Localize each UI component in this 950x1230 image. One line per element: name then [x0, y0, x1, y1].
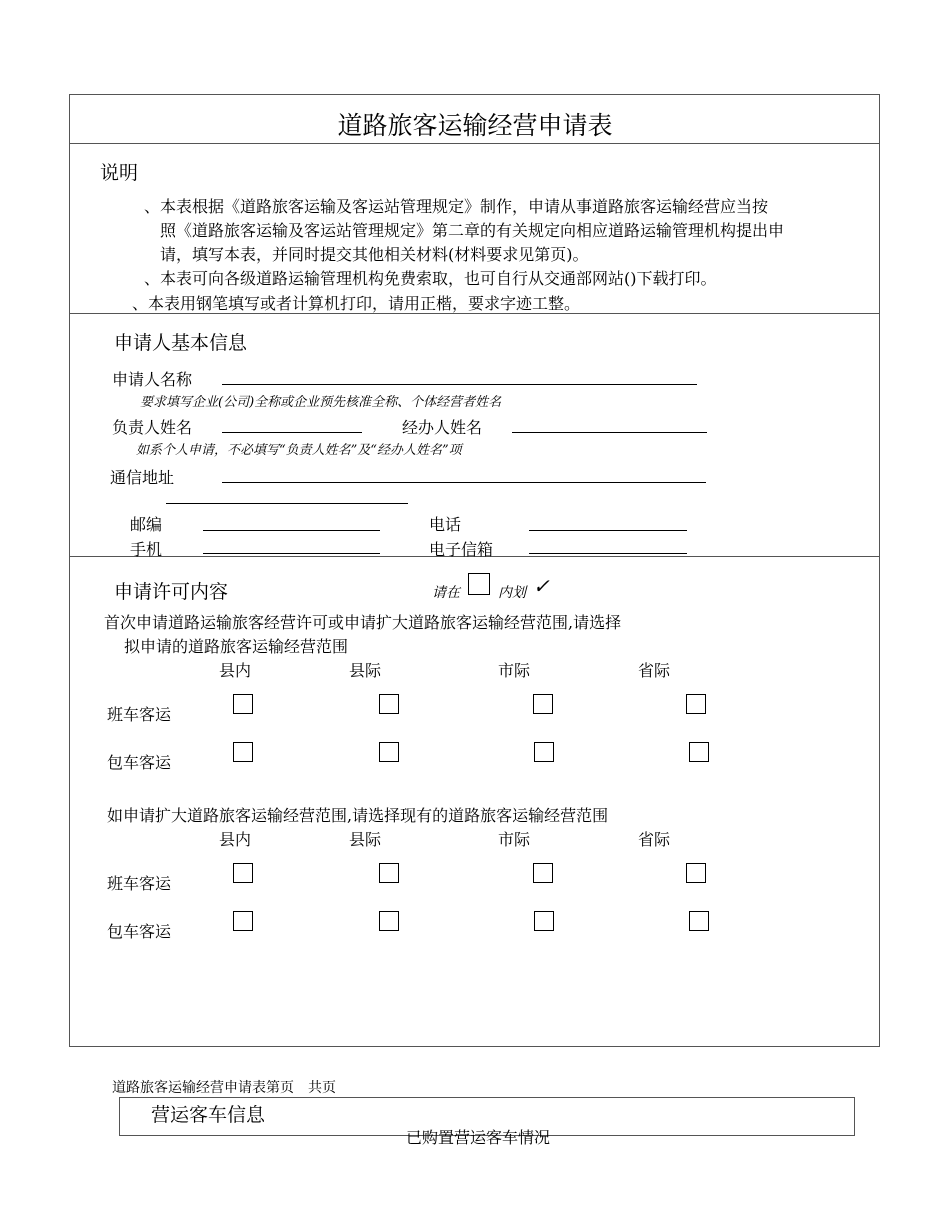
phone-label: 电话 [429, 515, 462, 534]
applicant-heading: 申请人基本信息 [114, 332, 248, 354]
checkbox-new-scheduled-inter-county[interactable] [379, 694, 399, 714]
checkbox-new-scheduled-inter-city[interactable] [533, 694, 553, 714]
instruction-item-1-line-2: 照《道路旅客运输及客运站管理规定》第二章的有关规定向相应道路运输管理机构提出申 [160, 221, 785, 240]
instruction-item-2: 、本表可向各级道路运输管理机构免费索取，也可自行从交通部网站()下载打印。 [144, 269, 717, 288]
second-prompt: 如申请扩大道路旅客运输经营范围,请选择现有的道路旅客运输经营范围 [107, 806, 609, 825]
col-header-inter-province-2: 省际 [638, 830, 671, 849]
applicant-name-field[interactable] [222, 384, 697, 385]
checkbox-existing-charter-inter-county[interactable] [379, 911, 399, 931]
address-label: 通信地址 [110, 468, 175, 487]
page-footer: 道路旅客运输经营申请表第页 共页 [112, 1080, 336, 1096]
responsible-name-label: 负责人姓名 [112, 418, 193, 437]
mobile-label: 手机 [130, 540, 163, 559]
checkbox-new-charter-inter-city[interactable] [534, 742, 554, 762]
permit-heading: 申请许可内容 [114, 581, 229, 603]
row-label-scheduled-bus: 班车客运 [107, 705, 172, 724]
checkbox-new-scheduled-county[interactable] [233, 694, 253, 714]
checkbox-existing-scheduled-county[interactable] [233, 863, 253, 883]
first-prompt-line-2: 拟申请的道路旅客运输经营范围 [124, 637, 349, 656]
postcode-label: 邮编 [130, 515, 163, 534]
col-header-county: 县内 [219, 661, 252, 680]
mobile-field[interactable] [203, 553, 380, 554]
checkbox-existing-scheduled-inter-county[interactable] [379, 863, 399, 883]
vehicle-heading: 营运客车信息 [151, 1104, 266, 1126]
email-field[interactable] [529, 553, 687, 554]
address-field-line-1[interactable] [222, 482, 706, 483]
col-header-inter-province: 省际 [638, 661, 671, 680]
col-header-inter-city-2: 市际 [498, 830, 531, 849]
checkbox-existing-charter-inter-province[interactable] [689, 911, 709, 931]
row-label-charter-bus-2: 包车客运 [107, 922, 172, 941]
applicant-name-note: 要求填写企业(公司)全称或企业预先核准全称、个体经营者姓名 [140, 395, 502, 410]
form-title: 道路旅客运输经营申请表 [337, 111, 613, 140]
postcode-field[interactable] [203, 530, 380, 531]
divider-title [69, 143, 880, 144]
checkbox-new-charter-inter-county[interactable] [379, 742, 399, 762]
person-note: 如系个人申请，不必填写“负责人姓名”及“经办人姓名”项 [136, 443, 462, 458]
checkbox-existing-charter-inter-city[interactable] [534, 911, 554, 931]
row-label-charter-bus: 包车客运 [107, 753, 172, 772]
handler-name-label: 经办人姓名 [402, 418, 483, 437]
applicant-name-label: 申请人名称 [112, 370, 193, 389]
vehicle-subheading: 已购置营运客车情况 [406, 1128, 551, 1147]
checkbox-new-charter-county[interactable] [233, 742, 253, 762]
check-hint-before: 请在 [432, 585, 460, 601]
address-field-line-2[interactable] [166, 503, 408, 504]
checkbox-existing-scheduled-inter-province[interactable] [686, 863, 706, 883]
col-header-county-2: 县内 [219, 830, 252, 849]
email-label: 电子信箱 [429, 540, 494, 559]
responsible-name-field[interactable] [222, 432, 362, 433]
col-header-inter-county: 县际 [349, 661, 382, 680]
handler-name-field[interactable] [512, 432, 707, 433]
checkbox-existing-scheduled-inter-city[interactable] [533, 863, 553, 883]
instruction-item-1-line-3: 请，填写本表，并同时提交其他相关材料(材料要求见第页)。 [160, 245, 589, 264]
check-mark-icon: ✓ [533, 574, 550, 598]
instruction-item-3: 、本表用钢笔填写或者计算机打印，请用正楷，要求字迹工整。 [132, 294, 581, 313]
col-header-inter-city: 市际 [498, 661, 531, 680]
phone-field[interactable] [529, 530, 687, 531]
checkbox-existing-charter-county[interactable] [233, 911, 253, 931]
checkbox-new-scheduled-inter-province[interactable] [686, 694, 706, 714]
checkbox-new-charter-inter-province[interactable] [689, 742, 709, 762]
first-prompt-line-1: 首次申请道路运输旅客经营许可或申请扩大道路旅客运输经营范围,请选择 [104, 613, 622, 632]
check-hint-box-icon [468, 573, 490, 595]
instructions-heading: 说明 [100, 162, 139, 184]
row-label-scheduled-bus-2: 班车客运 [107, 874, 172, 893]
check-hint-after: 内划 [498, 585, 526, 601]
col-header-inter-county-2: 县际 [349, 830, 382, 849]
instruction-item-1-line-1: 、本表根据《道路旅客运输及客运站管理规定》制作，申请从事道路旅客运输经营应当按 [144, 197, 769, 216]
